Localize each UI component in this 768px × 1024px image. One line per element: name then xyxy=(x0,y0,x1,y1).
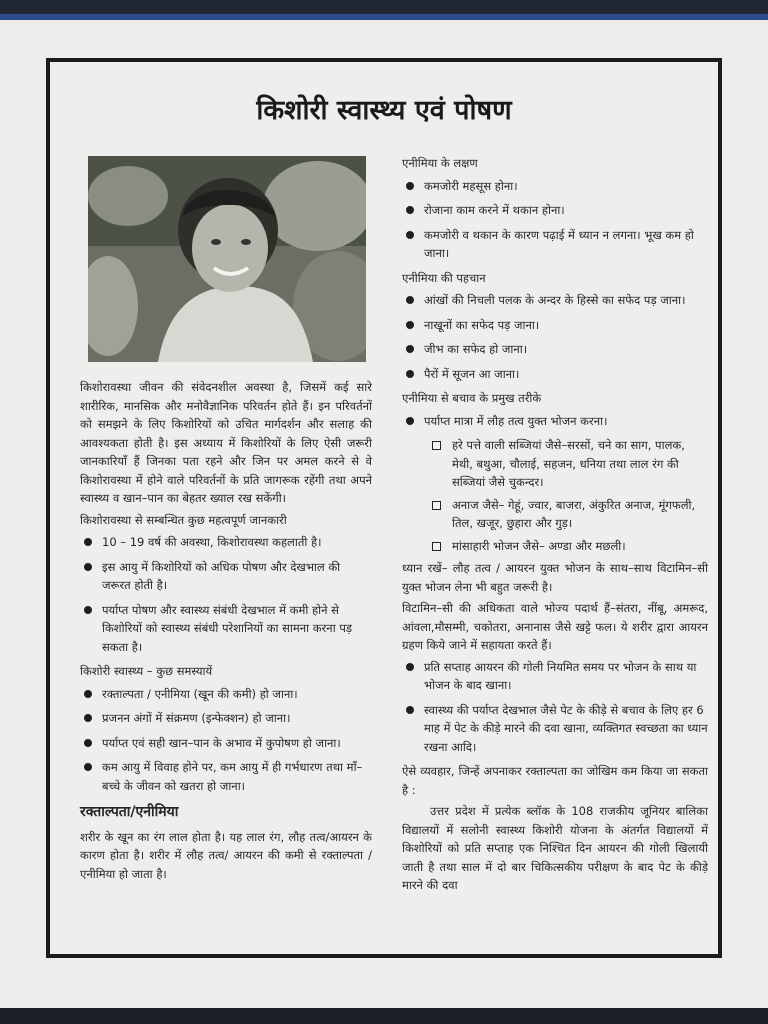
bullet-icon xyxy=(84,714,92,722)
list-item: पर्याप्त एवं सही खान–पान के अभाव में कुपोषण हो जाना। xyxy=(80,734,372,753)
problems-list xyxy=(80,685,372,796)
bullet-icon xyxy=(84,690,92,698)
left-column xyxy=(80,378,372,886)
more-list xyxy=(402,658,708,757)
girl-photo xyxy=(88,156,366,362)
list-item: आंखों की निचली पलक के अन्दर के हिस्से का सफेद पड़ जाना। xyxy=(402,291,708,310)
bullet-icon xyxy=(406,182,414,190)
bottom-dark-strip xyxy=(0,1008,768,1024)
list-item: इस आयु में किशोरियों को अधिक पोषण और देखभाल की जरूरत होती है। xyxy=(80,558,372,595)
prevention-heading: एनीमिया से बचाव के प्रमुख तरीके xyxy=(402,391,542,405)
list-item: जीभ का सफेद हो जाना। xyxy=(402,340,708,359)
bullet-icon xyxy=(406,370,414,378)
list-item: कमजोरी महसूस होना। xyxy=(402,177,708,196)
bullet-icon xyxy=(84,606,92,614)
checkbox-bullet-icon xyxy=(432,441,441,450)
bullet-icon xyxy=(406,663,414,671)
bullet-icon xyxy=(406,296,414,304)
bullet-icon xyxy=(406,417,414,425)
list-item: प्रति सप्ताह आयरन की गोली नियमित समय पर भोजन के साथ या भोजन के बाद खाना। xyxy=(402,658,708,695)
bullet-icon xyxy=(84,563,92,571)
list-item: नाखूनों का सफेद पड़ जाना। xyxy=(402,316,708,335)
bullet-icon xyxy=(84,763,92,771)
bullet-icon xyxy=(406,321,414,329)
problems-heading: किशोरी स्वास्थ्य – कुछ समस्यायें xyxy=(80,664,213,678)
list-item: 10 – 19 वर्ष की अवस्था, किशोरावस्था कहलाती है। xyxy=(80,533,372,552)
bullet-icon xyxy=(406,231,414,239)
identification-list xyxy=(402,291,708,383)
list-item: मांसाहारी भोजन जैसे– अण्डा और मछली। xyxy=(402,537,708,556)
anemia-paragraph: शरीर के खून का रंग लाल होता है। यह लाल रंग, लौह तत्व/आयरन के कारण होता है। शरीर में लौह तत्व/ आयरन की कमी से रक्ताल्पता / एनीमिया हो जाता है। xyxy=(80,829,372,881)
list-item: कम आयु में विवाह होने पर, कम आयु में ही गर्भधारण तथा माँ– बच्चे के जीवन को खतरा हो जाना। xyxy=(80,758,372,795)
anemia-heading: रक्ताल्पता/एनीमिया xyxy=(80,804,179,820)
checkbox-bullet-icon xyxy=(432,542,441,551)
intro-paragraph: किशोरावस्था जीवन की संवेदनशील अवस्था है, जिसमें कई सारे शारीरिक, मानसिक और मनोवैज्ञानिक परिवर्तन होते हैं। इन परिवर्तनों को समझने के लिए किशोरियों को उचित मार्गदर्शन और सलाह की आवश्यकता होती है। इस अध्याय में किशोरियों के लिए ऐसी जरूरी जानकारियाँ हैं जिनका पता रहने और जिन पर अमल करने से वे किशोरावस्था में होने वाले परिवर्तनों के प्रति जागरूक रहेंगी तथा अपने स्वास्थ्य व खान–पान का बेहतर ख्याल रख सकेंगी। xyxy=(80,380,372,505)
identification-heading: एनीमिया की पहचान xyxy=(402,270,486,285)
list-item: पैरों में सूजन आ जाना। xyxy=(402,365,708,384)
list-item: रक्ताल्पता / एनीमिया (खून की कमी) हो जाना। xyxy=(80,685,372,704)
top-dark-strip xyxy=(0,0,768,22)
list-item: प्रजनन अंगों में संक्रमण (इन्फेक्शन) हो जाना। xyxy=(80,709,372,728)
page-title: किशोरी स्वास्थ्य एवं पोषण xyxy=(256,95,512,126)
symptoms-list xyxy=(402,177,708,263)
list-item: स्वास्थ्य की पर्याप्त देखभाल जैसे पेट के कीड़े से बचाव के लिए हर 6 माह में पेट के कीड़े मारने की दवा खाना, व्यक्तिगत स्वच्छता का ध्यान रखना आदि। xyxy=(402,701,708,757)
prevention-sub-list xyxy=(402,436,708,555)
vitamin-c-paragraph: विटामिन–सी की अधिकता वाले भोज्य पदार्थ हैं–संतरा, नींबू, अमरूद, आंवला,मौसम्मी, चकोतरा, अनानास जैसे खट्टे फल। ये शरीर द्वारा आयरन ग्रहण किये जाने में सहायता करते हैं। xyxy=(402,601,708,652)
list-item: पर्याप्त मात्रा में लौह तत्व युक्त भोजन करना। xyxy=(402,412,708,431)
up-scheme-paragraph: उत्तर प्रदेश में प्रत्येक ब्लॉक के 108 राजकीय जूनियर बालिका विद्यालयों में सलोनी स्वास्थ्य किशोरी योजना के अंतर्गत विद्यालयों में किशोरियों को प्रति सप्ताह एक निश्चित दिन आयरन की गोली खिलायी जाती है तथा साल में दो बार चिकित्सकीय परीक्षण के बाद पेट के कीड़े मारने की दवा xyxy=(402,804,708,892)
list-item: रोजाना काम करने में थकान होना। xyxy=(402,201,708,220)
checkbox-bullet-icon xyxy=(432,501,441,510)
list-item: कमजोरी व थकान के कारण पढ़ाई में ध्यान न लगना। भूख कम हो जाना। xyxy=(402,226,708,263)
right-column xyxy=(402,152,708,898)
behaviour-paragraph: ऐसे व्यवहार, जिन्हें अपनाकर रक्ताल्पता का जोखिम कम किया जा सकता है : xyxy=(402,764,708,797)
list-item: अनाज जैसे– गेहूं, ज्वार, बाजरा, अंकुरित अनाज, मूंगफली, तिल, खजूर, छुहारा और गुड़। xyxy=(402,496,708,533)
vitamin-note: ध्यान रखें– लौह तत्व / आयरन युक्त भोजन के साथ–साथ विटामिन–सी युक्त भोजन लेना भी बहुत जरूरी है। xyxy=(402,561,708,594)
bullet-icon xyxy=(406,345,414,353)
bullet-icon xyxy=(84,538,92,546)
list-item: पर्याप्त पोषण और स्वास्थ्य संबंधी देखभाल में कमी होने से किशोरियों को स्वास्थ्य संबंधी परेशानियों का सामना करना पड़ सकता है। xyxy=(80,601,372,657)
bullet-icon xyxy=(406,706,414,714)
info-heading: किशोरावस्था से सम्बन्धित कुछ महत्वपूर्ण जानकारी xyxy=(80,512,287,527)
bullet-icon xyxy=(84,739,92,747)
bullet-icon xyxy=(406,206,414,214)
prevention-list xyxy=(402,412,708,431)
list-item: हरे पत्ते वाली सब्जियां जैसे–सरसों, चने का साग, पालक, मेथी, बथुआ, चौलाई, सहजन, धनिया तथा लाल रंग की सब्जियां जैसे चुकन्दर। xyxy=(402,436,708,492)
girl-photo-image xyxy=(88,156,366,362)
info-list xyxy=(80,533,372,656)
symptoms-heading: एनीमिया के लक्षण xyxy=(402,156,478,170)
page-frame xyxy=(46,58,722,958)
